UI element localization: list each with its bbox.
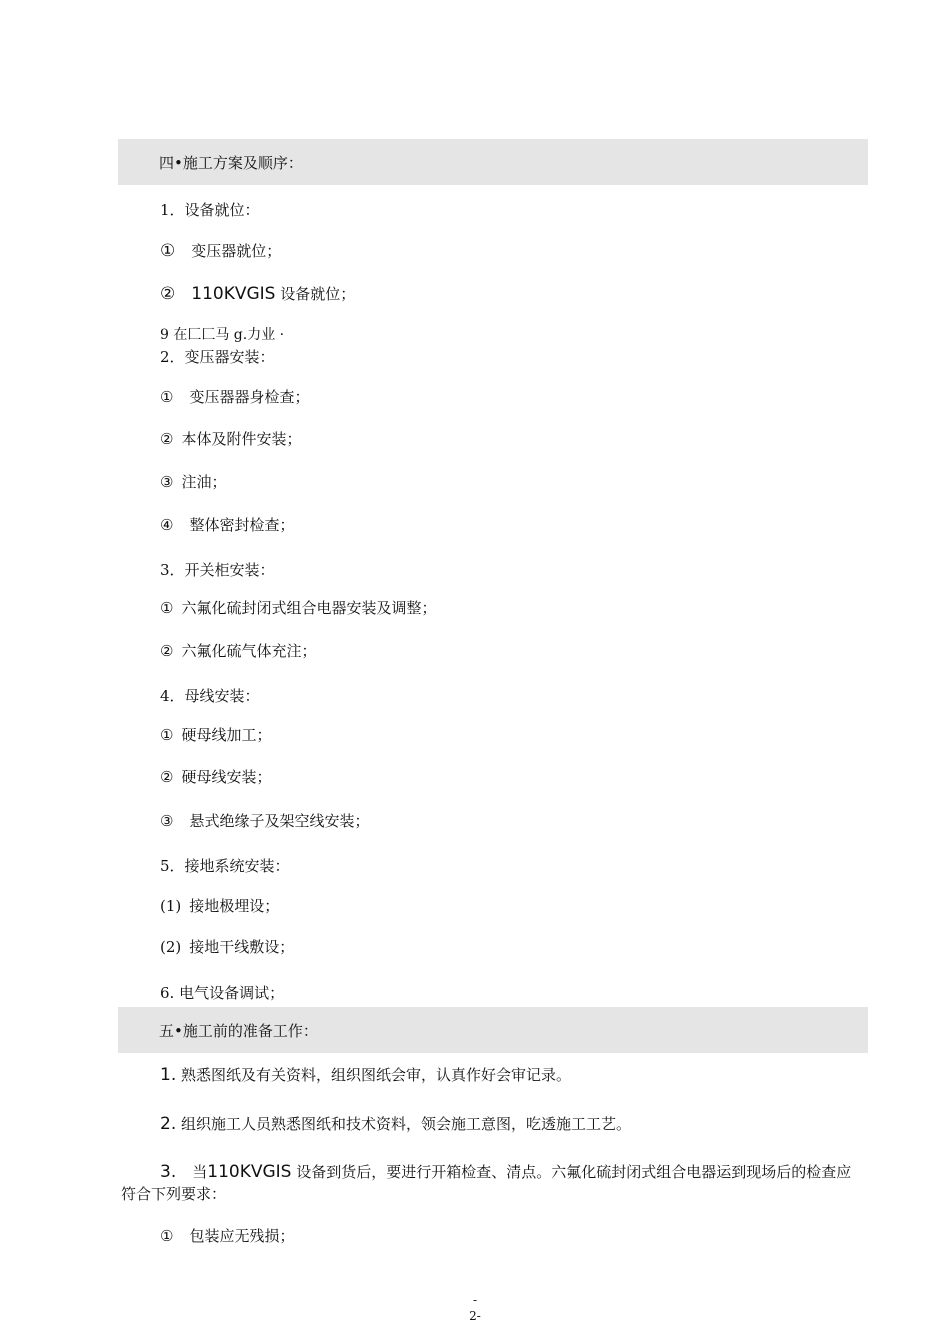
item-text: 整体密封检查； — [189, 516, 295, 534]
item-number: ② — [160, 430, 174, 448]
para-number: 3. — [160, 1162, 177, 1182]
para-code: 110KVGIS — [207, 1162, 292, 1182]
para-text-c: 设备到货后，要进行开箱检查、清点。六氟化硫封闭式组合电器运到现场后的检查应符合下列要求： — [121, 1163, 852, 1203]
s5-para-2 — [160, 1114, 631, 1134]
item-number: ③ — [160, 473, 174, 491]
item-text: 包装应无残损； — [189, 1227, 295, 1245]
item-number: ② — [160, 768, 174, 786]
s3-item-1 — [160, 598, 436, 618]
s4-title: 4．母线安装： — [160, 687, 260, 705]
section4-heading-band — [118, 139, 868, 185]
s2-item-4 — [160, 515, 294, 535]
section4-heading: 四•施工方案及顺序： — [159, 154, 303, 172]
para-text-a: 当 — [192, 1163, 208, 1181]
item-text: 变压器器身检查； — [189, 388, 310, 406]
s5-item-1 — [160, 1226, 294, 1246]
s6-title: 6. 电气设备调试； — [160, 984, 285, 1002]
item-number: ① — [160, 241, 176, 261]
s4-item-2 — [160, 767, 271, 787]
item-number: ① — [160, 1227, 174, 1245]
s2-title: 2．变压器安装： — [160, 348, 275, 366]
para-text: 组织施工人员熟悉图纸和技术资料，领会施工意图，吃透施工工艺。 — [181, 1115, 632, 1133]
item-number: ① — [160, 388, 174, 406]
item-text: 六氟化硫气体充注； — [181, 642, 317, 660]
s5-para-3 — [121, 1161, 861, 1205]
item-number: ② — [160, 284, 176, 304]
s1-title: 1．设备就位： — [160, 201, 260, 219]
s1-item-2 — [160, 284, 355, 304]
item-number: (2) — [160, 938, 182, 956]
para-number: 1. — [160, 1065, 177, 1085]
item-text: 接地极埋设； — [189, 897, 280, 915]
s5-item-1 — [160, 896, 279, 916]
item-number: ③ — [160, 812, 174, 830]
s4-item-1 — [160, 725, 271, 745]
item-number: (1) — [160, 897, 182, 915]
item-text: 六氟化硫封闭式组合电器安装及调整； — [181, 599, 437, 617]
item-text: 悬式绝缘子及架空线安装； — [189, 812, 370, 830]
item-number: ① — [160, 726, 174, 744]
garbled-line: 9 在匚匚马 g.力业 · — [160, 327, 285, 343]
s2-item-2 — [160, 429, 301, 449]
item-text: 接地干线敷设； — [189, 938, 295, 956]
item-number: ④ — [160, 516, 174, 534]
section5-heading-band — [118, 1007, 868, 1053]
item-code: 110KVGIS — [191, 284, 276, 304]
s1-item-1 — [160, 241, 281, 261]
footer-dash: - — [472, 1293, 478, 1307]
s5-item-2 — [160, 937, 294, 957]
section5-heading: 五•施工前的准备工作： — [159, 1022, 318, 1040]
s5-title: 5．接地系统安装： — [160, 857, 290, 875]
item-text: 变压器就位； — [191, 242, 282, 260]
item-text: 硬母线加工； — [181, 726, 272, 744]
item-number: ① — [160, 599, 174, 617]
s4-item-3 — [160, 811, 369, 831]
s3-title: 3．开关柜安装： — [160, 561, 275, 579]
item-text: 硬母线安装； — [181, 768, 272, 786]
item-text: 本体及附件安装； — [181, 430, 302, 448]
s2-item-3 — [160, 472, 226, 492]
s3-item-2 — [160, 641, 316, 661]
para-number: 2. — [160, 1114, 177, 1134]
s2-item-1 — [160, 387, 309, 407]
s5-para-1 — [160, 1065, 571, 1085]
para-text: 熟悉图纸及有关资料，组织图纸会审，认真作好会审记录。 — [181, 1066, 572, 1084]
page-number: 2- — [469, 1309, 481, 1323]
item-text: 设备就位； — [280, 285, 356, 303]
item-text: 注油； — [181, 473, 227, 491]
item-number: ② — [160, 642, 174, 660]
